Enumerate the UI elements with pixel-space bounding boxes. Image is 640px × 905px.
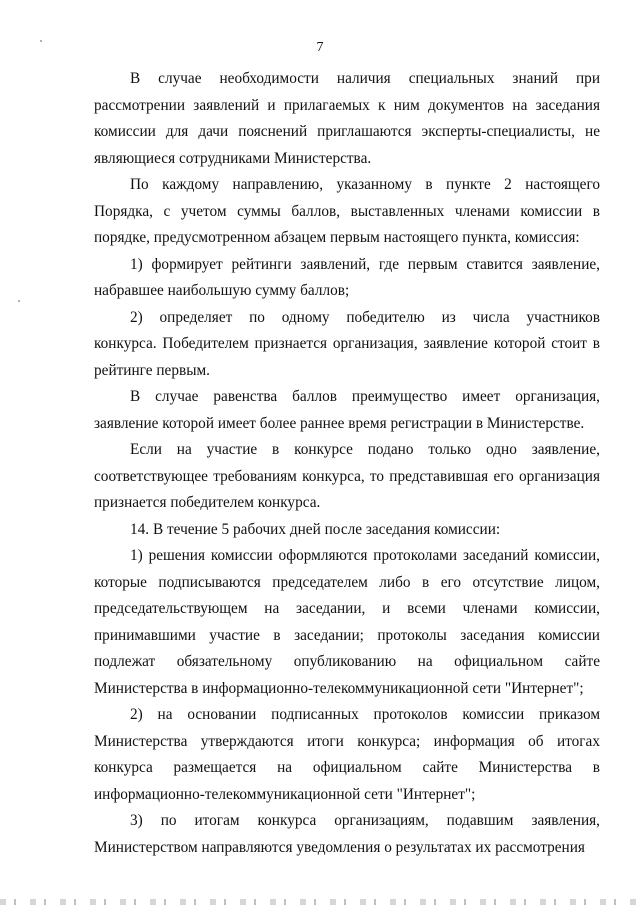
text-line: информационно-телекоммуникационной сети "Интернет"; — [94, 785, 476, 803]
text-line: подлежат обязательному опубликованию на официальном сайте — [94, 653, 600, 670]
text-line: В случае равенства баллов преимущество имеет организация, — [130, 388, 600, 405]
text-line: принимавшими участие в заседании; протоколы заседания комиссии — [94, 626, 600, 644]
text-line: председательствующем на заседании, и всеми членами комиссии, — [94, 600, 600, 617]
scan-speck — [18, 300, 20, 302]
paragraph — [94, 252, 600, 305]
paragraph — [94, 66, 600, 172]
paragraph — [94, 808, 600, 861]
text-line: 1) решения комиссии оформляются протоколами заседаний комиссии, — [130, 547, 600, 564]
paragraph — [94, 437, 600, 517]
text-line: 1) формирует рейтинги заявлений, где первым ставится заявление, — [130, 255, 600, 273]
page-number: 7 — [316, 40, 324, 55]
text-line: соответствующее требованиям конкурса, то представившая его организация — [94, 467, 600, 485]
text-line: 2) определяет по одному победителю из числа участников — [130, 308, 600, 326]
text-line: По каждому направлению, указанному в пункте 2 настоящего — [130, 176, 600, 193]
paragraph — [94, 543, 600, 702]
text-line: Порядка, с учетом суммы баллов, выставленных членами комиссии в — [94, 202, 600, 220]
paragraph — [94, 384, 600, 437]
text-line: рейтинге первым. — [94, 361, 210, 379]
text-line: 3) по итогам конкурса организациям, подавшим заявления, — [130, 812, 600, 829]
text-line: Министерства утверждаются итоги конкурса; информация об итогах — [94, 732, 600, 750]
scan-speck — [40, 40, 42, 42]
text-line: признается победителем конкурса. — [94, 494, 321, 511]
scan-edge-artifact — [0, 899, 640, 905]
text-line: 14. В течение 5 рабочих дней после заседания комиссии: — [130, 520, 501, 538]
text-line: которые подписываются председателем либо в его отсутствие лицом, — [94, 573, 600, 591]
text-line: Министерства в информационно-телекоммуникационной сети "Интернет"; — [94, 679, 584, 697]
paragraph — [94, 702, 600, 808]
paragraph — [94, 517, 600, 544]
text-line: являющиеся сотрудниками Министерства. — [94, 149, 372, 167]
paragraph — [94, 172, 600, 252]
text-line: 2) на основании подписанных протоколов комиссии приказом — [130, 706, 600, 723]
text-line: конкурса размещается на официальном сайте Министерства в — [94, 759, 600, 776]
document-body — [94, 66, 600, 861]
text-line: Министерством направляются уведомления о результатах их рассмотрения — [94, 838, 585, 856]
text-line: конкурса. Победителем признается организация, заявление которой стоит в — [94, 335, 600, 352]
text-line: В случае необходимости наличия специальных знаний при — [130, 70, 600, 87]
text-line: Если на участие в конкурсе подано только одно заявление, — [130, 441, 600, 458]
text-line: заявление которой имеет более раннее время регистрации в Министерстве. — [94, 414, 585, 432]
text-line: порядке, предусмотренном абзацем первым настоящего пункта, комиссия: — [94, 229, 580, 246]
text-line: рассмотрении заявлений и прилагаемых к ним документов на заседания — [94, 96, 600, 114]
text-line: набравшее наибольшую сумму баллов; — [94, 282, 350, 299]
text-line: комиссии для дачи пояснений приглашаются эксперты-специалисты, не — [94, 123, 600, 140]
paragraph — [94, 305, 600, 385]
